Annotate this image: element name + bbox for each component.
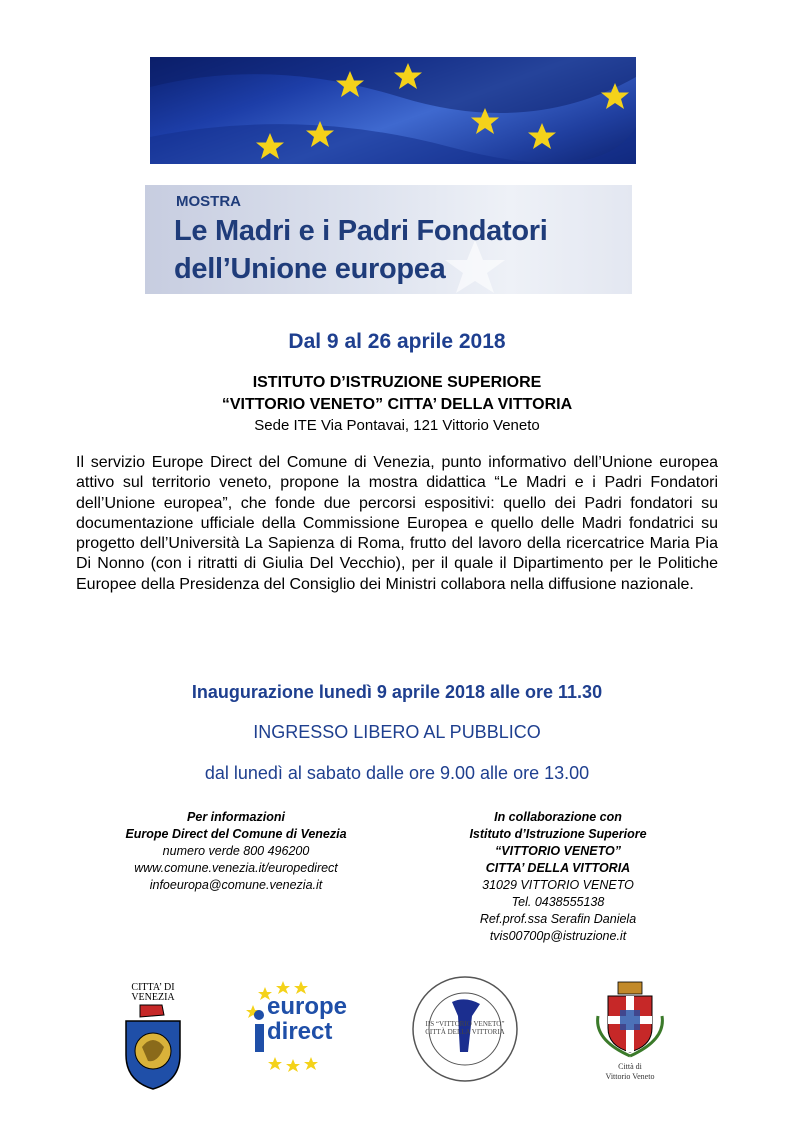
collab-heading: In collaborazione con — [494, 810, 622, 824]
school-seal-logo — [410, 974, 520, 1084]
vittorio-shield-icon — [590, 980, 670, 1060]
collab-org-line2: “VITTORIO VENETO” — [495, 844, 621, 858]
event-dates: Dal 9 al 26 aprile 2018 — [288, 330, 506, 353]
collab-city: 31029 VITTORIO VENETO — [482, 878, 634, 892]
collab-phone: Tel. 0438555138 — [511, 895, 605, 909]
venue-address: Sede ITE Via Pontavai, 121 Vittorio Veneto — [254, 417, 540, 434]
info-phone: numero verde 800 496200 — [162, 844, 310, 858]
info-website-link[interactable]: www.comune.venezia.it/europedirect — [134, 861, 338, 875]
info-organization: Europe Direct del Comune di Venezia — [125, 827, 347, 841]
vittorio-caption-line2: Vittorio Veneto — [605, 1072, 655, 1081]
exhibition-title-banner — [145, 185, 632, 294]
collaboration-contacts — [432, 809, 684, 945]
vittorio-veneto-coat-of-arms-logo — [590, 980, 670, 1085]
collab-email-link[interactable]: tvis00700p@istruzione.it — [489, 929, 627, 943]
free-entry-notice: INGRESSO LIBERO AL PUBBLICO — [253, 722, 541, 742]
inauguration-notice: Inaugurazione lunedì 9 aprile 2018 alle ore 11.30 — [191, 682, 603, 702]
collab-org-line1: Istituto d’Istruzione Superiore — [469, 827, 647, 841]
venezia-coat-of-arms-logo — [118, 983, 188, 1093]
info-contacts — [95, 809, 377, 894]
eu-flag-stars — [150, 57, 636, 164]
school-name-line2: “VITTORIO VENETO” CITTA’ DELLA VITTORIA — [221, 396, 573, 413]
opening-hours: dal lunedì al sabato dalle ore 9.00 alle ore 13.00 — [204, 763, 590, 783]
venezia-logo-text: CITTA’ DI VENEZIA — [131, 982, 175, 1003]
info-email-link[interactable]: infoeuropa@comune.venezia.it — [149, 878, 323, 892]
venezia-shield-icon — [118, 1003, 188, 1091]
school-seal-text: IIS “VITTORIO VENETO” CITTÀ DELLA VITTORIA — [425, 1020, 505, 1036]
banner-title-line1: Le Madri e i Padri Fondatori — [174, 215, 548, 247]
collab-org-line3: CITTA’ DELLA VITTORIA — [485, 861, 631, 875]
direct-word: direct — [267, 1018, 333, 1045]
europe-word: europe — [267, 993, 348, 1020]
eu-flag-banner — [150, 57, 636, 164]
banner-title-line2: dell’Unione europea — [174, 253, 446, 285]
info-heading: Per informazioni — [187, 810, 285, 824]
banner-label: MOSTRA — [176, 193, 241, 210]
collab-referent: Ref.prof.ssa Serafin Daniela — [479, 912, 637, 926]
vittorio-caption-line1: Città di — [618, 1062, 642, 1071]
event-description: Il servizio Europe Direct del Comune di Venezia, punto informativo dell’Unione europea attivo sul territorio veneto, propone la mostra didattica “Le Madri e i Padri Fondatori dell’Unione europea”, che fonde due percorsi espositivi: quello dei Padri fondatori su documentazione ufficiale della Commissione Europea e quello delle Madri fondatrici su progetto dell’Università La Sapienza di Roma, frutto del lavoro della ricercatrice Maria Pia Di Nonno (con i ritratti di Giulia Del Vecchio), per il quale il Dipartimento per le Politiche Europee della Presidenza del Consiglio dei Ministri collabora nella diffusione nazionale. — [76, 454, 718, 593]
school-name-line1: ISTITUTO D’ISTRUZIONE SUPERIORE — [252, 374, 542, 391]
europe-direct-logo — [245, 977, 357, 1072]
